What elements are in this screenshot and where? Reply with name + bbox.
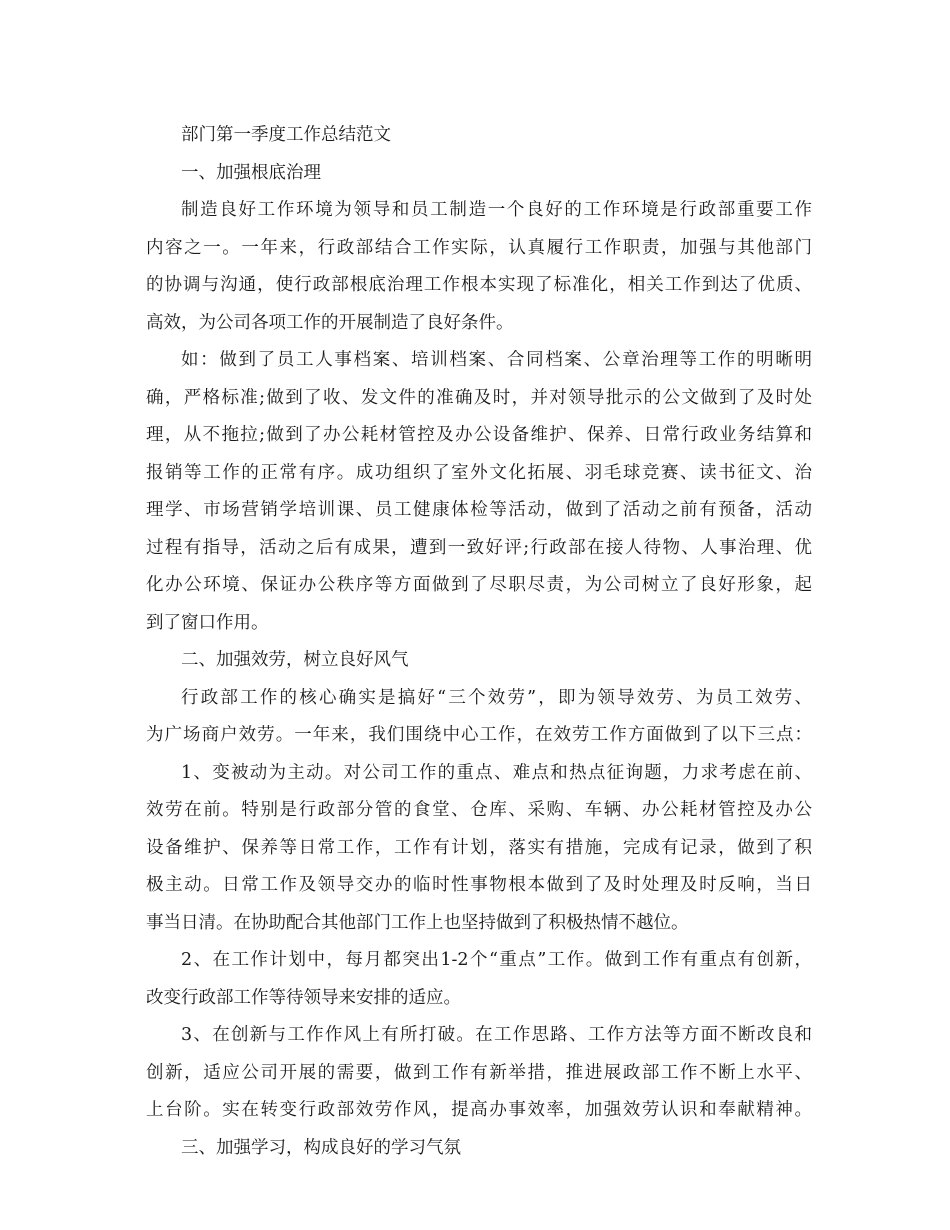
paragraph-line: 效劳在前。特别是行政部分管的食堂、仓库、采购、车辆、办公耗材管控及办公 [146,800,812,820]
paragraph-line: 设备维护、保养等日常工作，工作有计划，落实有措施，完成有记录，做到了积 [146,837,812,858]
paragraph-line: 确，严格标准;做到了收、发文件的准确及时，并对领导批示的公文做到了及时处 [146,387,812,408]
paragraph-line: 改变行政部工作等待领导来安排的适应。 [146,987,461,1008]
list-item-3: 3、在创新与工作作风上有所打破。在工作思路、工作方法等方面不断改良和 [181,1025,812,1045]
paragraph-line: 的协调与沟通，使行政部根底治理工作根本实现了标准化，相关工作到达了优质、 [146,275,812,295]
paragraph-line: 创新，适应公司开展的需要，做到工作有新举措，推进展政部工作不断上水平、 [146,1062,812,1083]
paragraph-line: 理，从不拖拉;做到了办公耗材管控及办公设备维护、保养、日常行政业务结算和 [146,425,812,445]
paragraph-line: 极主动。日常工作及领导交办的临时性事物根本做到了及时处理及时反响，当日 [146,875,812,895]
paragraph-line: 报销等工作的正常有序。成功组织了室外文化拓展、羽毛球竞赛、读书征文、治 [146,462,812,483]
section-heading-1: 一、加强根底治理 [181,162,321,183]
paragraph-line: 高效，为公司各项工作的开展制造了良好条件。 [146,312,514,333]
document-title: 部门第一季度工作总结范文 [181,125,391,145]
document-body [146,117,812,1167]
paragraph-line: 理学、市场营销学培训课、员工健康体检等活动，做到了活动之前有预备，活动 [146,500,812,520]
paragraph-line: 如：做到了员工人事档案、培训档案、合同档案、公章治理等工作的明晰明 [181,350,812,370]
paragraph-line: 制造良好工作环境为领导和员工制造一个良好的工作环境是行政部重要工作 [181,200,812,220]
paragraph-line: 为广场商户效劳。一年来，我们围绕中心工作，在效劳工作方面做到了以下三点： [146,725,812,745]
paragraph-line: 事当日清。在协助配合其他部门工作上也坚持做到了积极热情不越位。 [146,912,689,933]
list-item-2: 2、在工作计划中，每月都突出1-2个“重点”工作。做到工作有重点有创新， [181,950,812,970]
section-heading-2: 二、加强效劳，树立良好风气 [181,650,409,670]
paragraph-line: 过程有指导，活动之后有成果，遭到一致好评;行政部在接人待物、人事治理、优 [146,537,812,558]
section-heading-3: 三、加强学习，构成良好的学习气氛 [181,1137,461,1158]
paragraph-line: 到了窗口作用。 [146,612,269,633]
paragraph-line: 行政部工作的核心确实是搞好“三个效劳”，即为领导效劳、为员工效劳、 [181,687,812,708]
paragraph-line: 内容之一。一年来，行政部结合工作实际，认真履行工作职责，加强与其他部门 [146,237,812,258]
paragraph-line: 化办公环境、保证办公秩序等方面做到了尽职尽责，为公司树立了良好形象，起 [146,575,812,595]
paragraph-line: 上台阶。实在转变行政部效劳作风，提高办事效率，加强效劳认识和奉献精神。 [146,1100,812,1120]
list-item-1: 1、变被动为主动。对公司工作的重点、难点和热点征询题，力求考虑在前、 [181,762,812,783]
